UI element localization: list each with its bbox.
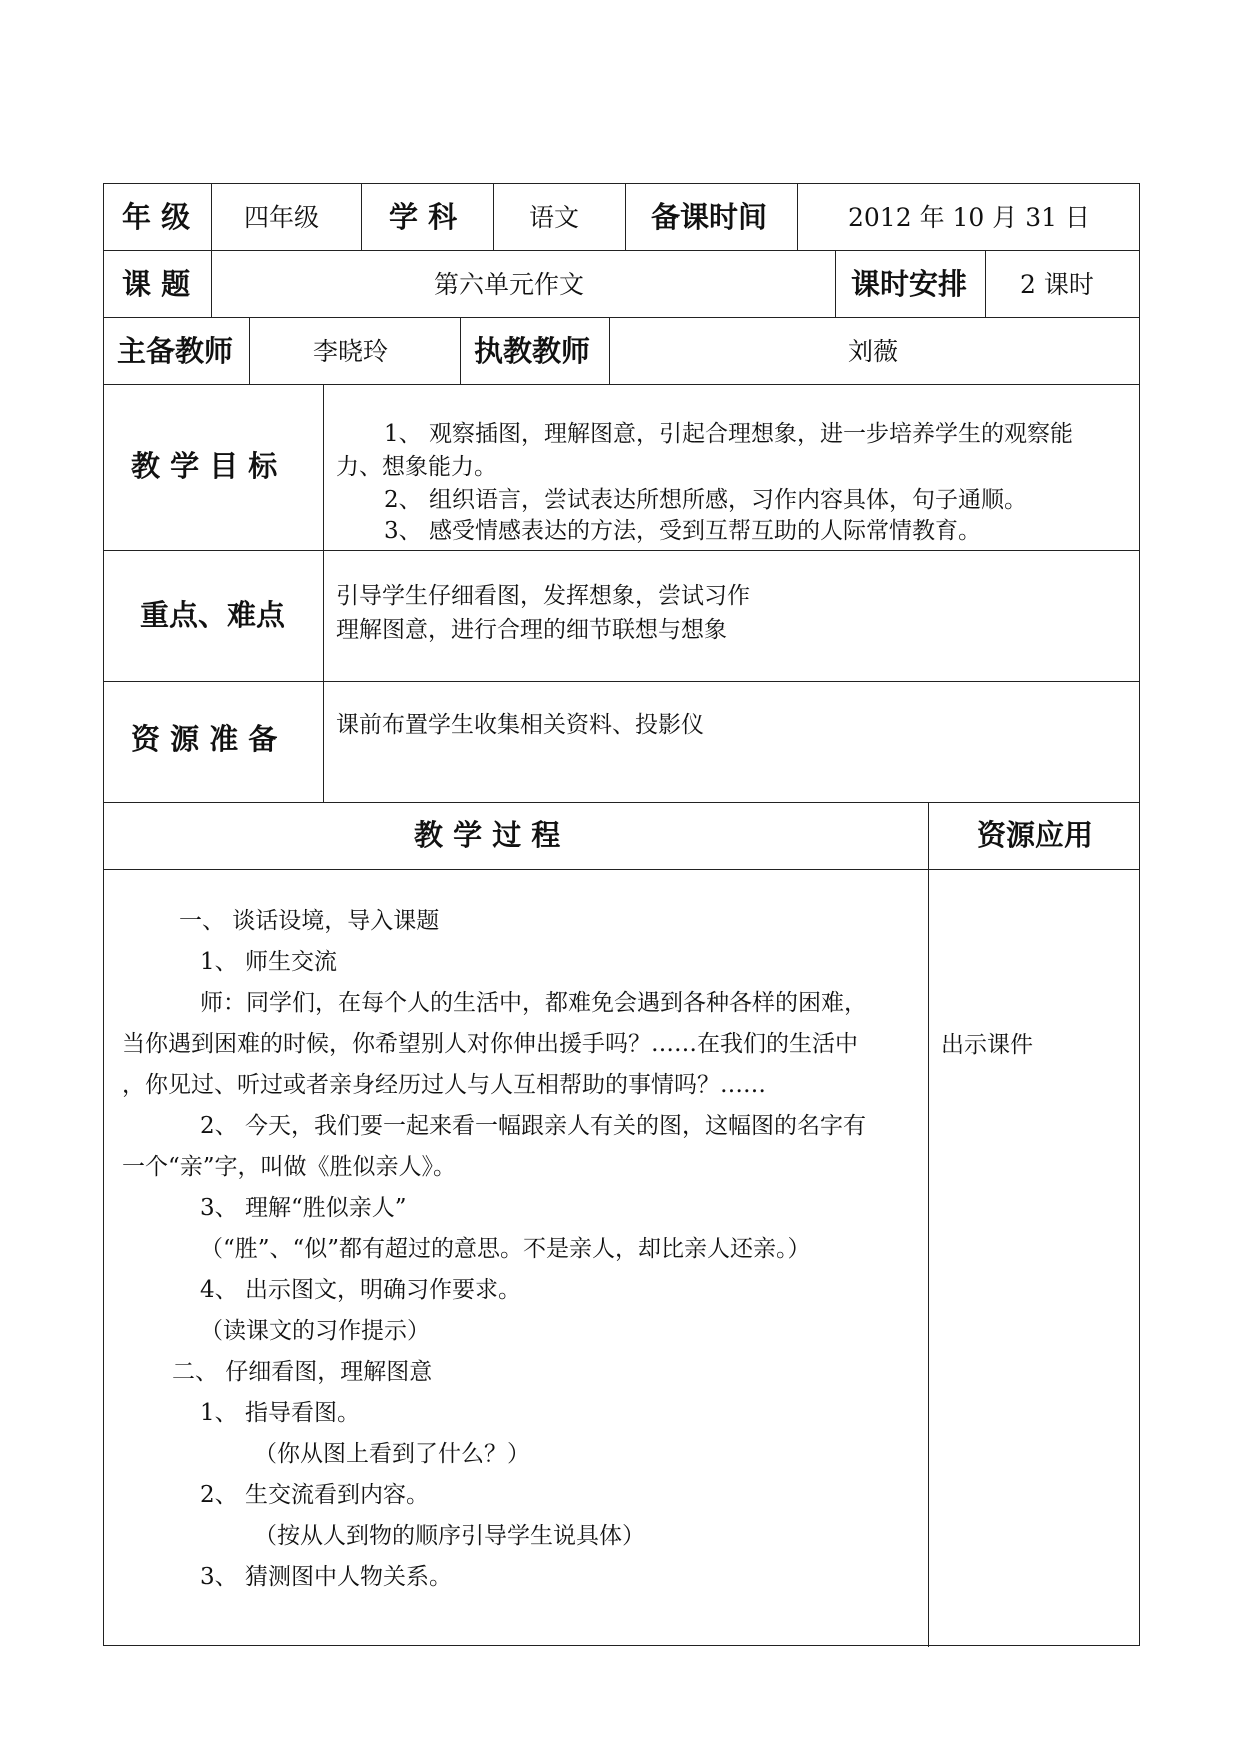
process-line: ，你见过、听过或者亲身经历过人与人互相帮助的事情吗？……: [122, 1072, 766, 1098]
subject-label: 学 科: [389, 200, 458, 234]
col-divider: [797, 184, 798, 250]
process-line: （“胜”、“似”都有超过的意思。不是亲人，却比亲人还亲。）: [200, 1236, 811, 1262]
goal-line: 3、 感受情感表达的方法，受到互帮互助的人际常情教育。: [384, 518, 981, 544]
row-divider: [104, 869, 1139, 870]
col-divider: [211, 250, 212, 317]
process-line: 2、 生交流看到内容。: [200, 1482, 429, 1508]
process-line: （读课文的习作提示）: [200, 1318, 430, 1344]
key-point-line: 理解图意，进行合理的细节联想与想象: [336, 617, 727, 643]
lead-teacher-value: 李晓玲: [313, 337, 389, 366]
lead-teacher-label: 主备教师: [117, 334, 234, 368]
goal-line: 1、 观察插图，理解图意，引起合理想象，进一步培养学生的观察能: [384, 421, 1073, 447]
goal-line: 力、想象能力。: [336, 454, 497, 480]
process-line: （你从图上看到了什么？）: [254, 1441, 530, 1467]
hours-value: 2 课时: [1020, 270, 1094, 299]
key-points-label: 重点、难点: [140, 598, 286, 632]
col-divider: [460, 317, 461, 384]
process-line: 4、 出示图文，明确习作要求。: [200, 1277, 521, 1303]
col-divider: [609, 317, 610, 384]
row-divider: [104, 317, 1139, 318]
process-title: 教 学 过 程: [414, 818, 561, 852]
process-line: 一个“亲”字，叫做《胜似亲人》。: [122, 1154, 457, 1180]
grade-label: 年 级: [122, 200, 191, 234]
exec-teacher-label: 执教教师: [474, 334, 591, 368]
col-divider: [835, 250, 836, 317]
col-divider: [361, 184, 362, 250]
process-line: 一、 谈话设境，导入课题: [179, 908, 440, 934]
grade-value: 四年级: [244, 203, 320, 232]
topic-value: 第六单元作文: [434, 270, 585, 299]
col-divider: [985, 250, 986, 317]
key-point-line: 引导学生仔细看图，发挥想象，尝试习作: [336, 583, 750, 609]
process-line: 当你遇到困难的时候，你希望别人对你伸出援手吗？……在我们的生活中: [122, 1031, 858, 1057]
process-line: 师：同学们，在每个人的生活中，都难免会遇到各种各样的困难，: [200, 990, 867, 1016]
process-line: 1、 指导看图。: [200, 1400, 360, 1426]
process-line: 二、 仔细看图，理解图意: [172, 1359, 433, 1385]
col-divider: [249, 317, 250, 384]
subject-value: 语文: [529, 203, 580, 232]
prep-time-label: 备课时间: [651, 200, 768, 234]
process-line: 3、 理解“胜似亲人”: [200, 1195, 407, 1221]
row-divider: [104, 681, 1139, 682]
process-line: 1、 师生交流: [200, 949, 337, 975]
resources-label: 资 源 准 备: [131, 722, 278, 756]
row-divider: [104, 384, 1139, 385]
goal-line: 2、 组织语言，尝试表达所想所感，习作内容具体，句子通顺。: [384, 487, 1027, 513]
hours-label: 课时安排: [851, 267, 968, 301]
process-line: （按从人到物的顺序引导学生说具体）: [254, 1523, 645, 1549]
col-divider: [211, 184, 212, 250]
topic-label: 课 题: [122, 267, 191, 301]
resource-application-title: 资源应用: [977, 818, 1094, 852]
lesson-plan-table: [103, 183, 1140, 1646]
col-divider: [928, 802, 929, 1647]
col-divider: [625, 184, 626, 250]
col-divider: [323, 384, 324, 802]
process-line: 2、 今天，我们要一起来看一幅跟亲人有关的图，这幅图的名字有: [200, 1113, 866, 1139]
resources-text: 课前布置学生收集相关资料、投影仪: [336, 712, 704, 738]
row-divider: [104, 550, 1139, 551]
goals-label: 教 学 目 标: [131, 449, 278, 483]
resource-note: 出示课件: [941, 1032, 1033, 1058]
prep-time-value: 2012 年 10 月 31 日: [848, 203, 1090, 232]
exec-teacher-value: 刘薇: [848, 337, 899, 366]
col-divider: [493, 184, 494, 250]
row-divider: [104, 802, 1139, 803]
row-divider: [104, 250, 1139, 251]
process-line: 3、 猜测图中人物关系。: [200, 1564, 452, 1590]
